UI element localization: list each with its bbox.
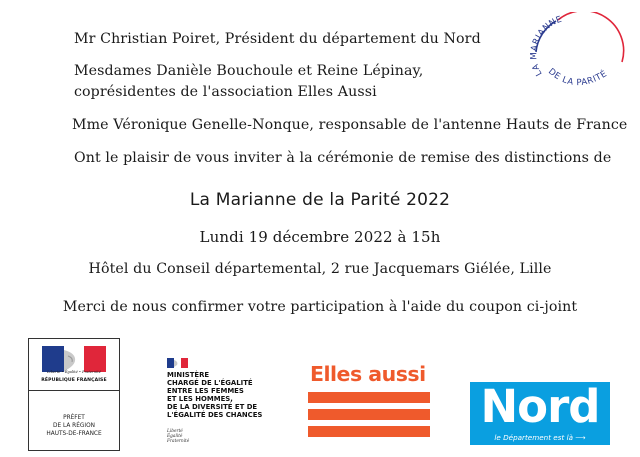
ministere-logo <box>165 356 295 448</box>
nord-logo-subtitle: le Département est là ⟶ <box>494 433 586 442</box>
marianne-small-flag-icon <box>167 358 188 368</box>
marianne-parite-logo <box>522 12 628 102</box>
prefet-line-2: DE LA RÉGION <box>53 423 95 429</box>
seal-text-bottom: DE LA PARITÉ <box>546 66 610 89</box>
marianne-flag-icon <box>42 346 106 372</box>
elles-aussi-stripe <box>308 409 430 420</box>
ministere-line-3: ENTRE LES FEMMES <box>167 387 244 396</box>
event-location: Hôtel du Conseil départemental, 2 rue Jacquemars Giélée, Lille <box>88 261 552 277</box>
prefet-line-3: HAUTS-DE-FRANCE <box>46 431 102 437</box>
ministere-line-1: MINISTÈRE <box>167 371 210 379</box>
prefet-motto: Liberté • Égalité • Fraternité <box>47 370 101 374</box>
event-title: La Marianne de la Parité 2022 <box>189 190 451 210</box>
prefet-logo-header <box>29 339 119 391</box>
copresidents-names-line: Mesdames Danièle Bouchoule et Reine Lépinay, <box>74 63 424 79</box>
prefet-logo <box>28 338 120 451</box>
ministere-motto-2: Égalité <box>167 434 183 440</box>
ministere-motto-1: Liberté <box>167 429 183 434</box>
ministere-line-4: ET LES HOMMES, <box>167 395 233 404</box>
prefet-region-text <box>29 414 119 438</box>
elles-aussi-logo <box>308 362 430 446</box>
ministere-line-5: DE LA DIVERSITÉ ET DE <box>167 403 258 412</box>
antenne-line: Mme Véronique Genelle-Nonque, responsable de l'antenne Hauts de France <box>72 117 628 133</box>
ministere-line-6: L'ÉGALITÉ DES CHANCES <box>167 411 263 420</box>
copresidents-role-line: coprésidentes de l'association Elles Aussi <box>74 84 377 100</box>
host-president-line: Mr Christian Poiret, Président du département du Nord <box>74 31 481 47</box>
nord-logo-text: Nord <box>480 380 600 433</box>
event-date: Lundi 19 décembre 2022 à 15h <box>199 228 441 246</box>
nord-departement-logo <box>470 382 610 445</box>
invite-line: Ont le plaisir de vous inviter à la cérémonie de remise des distinctions de <box>74 150 612 166</box>
prefet-line-1: PRÉFET <box>63 415 85 421</box>
ministere-line-2: CHARGÉ DE L'ÉGALITÉ <box>167 379 253 388</box>
ministere-motto-3: Fraternité <box>167 439 190 445</box>
prefet-republic: RÉPUBLIQUE FRANÇAISE <box>41 378 107 383</box>
elles-aussi-text: Elles aussi <box>310 362 426 386</box>
elles-aussi-stripe <box>308 392 430 403</box>
ministere-title <box>167 371 295 420</box>
ministere-motto <box>167 429 189 445</box>
elles-aussi-stripe <box>308 426 430 437</box>
confirm-line: Merci de nous confirmer votre participation à l'aide du coupon ci-joint <box>62 299 578 315</box>
seal-text-top: LA MARIANNE <box>529 14 564 78</box>
